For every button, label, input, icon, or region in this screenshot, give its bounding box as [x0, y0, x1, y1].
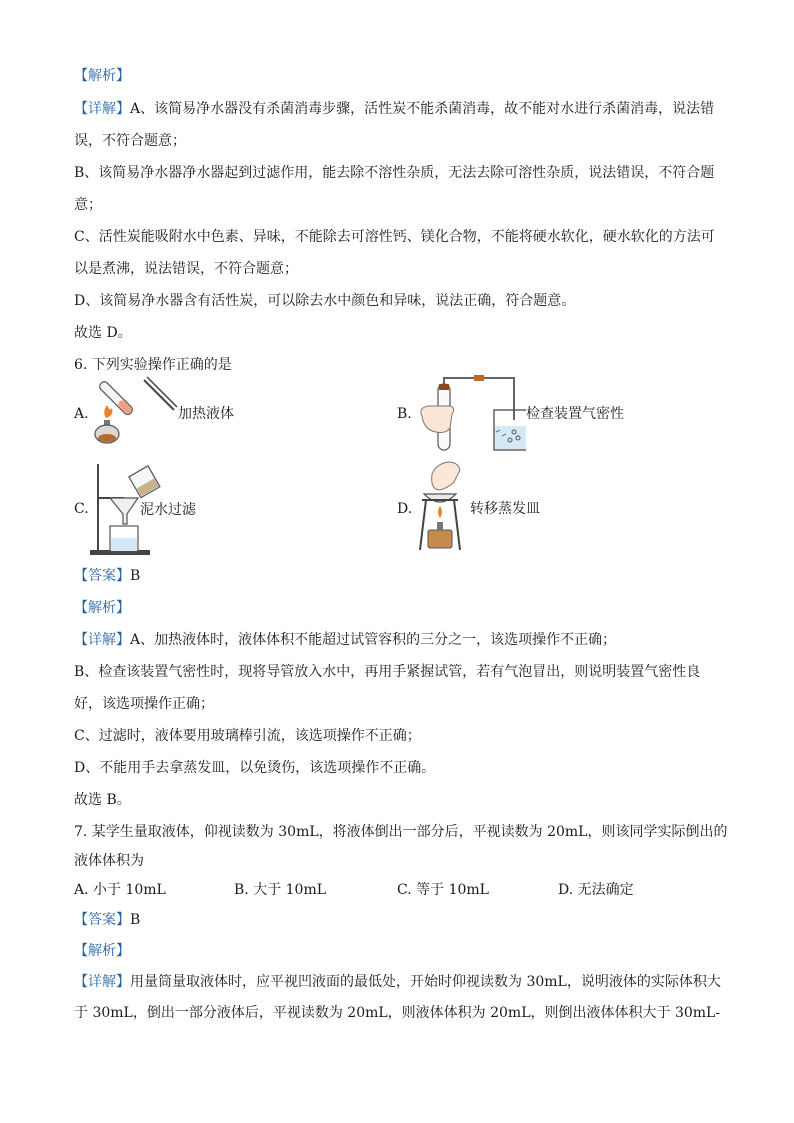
detail-tag: 【详解】 — [74, 632, 130, 648]
option-c-letter: C. — [74, 501, 89, 517]
question-stem: 液体体积为 — [74, 853, 144, 869]
heating-liquid-figure — [92, 372, 182, 452]
answer-value: B — [130, 912, 141, 928]
option-d-caption: 转移蒸发皿 — [470, 501, 540, 517]
option-d-letter: D. — [397, 501, 413, 517]
detail-line — [74, 972, 724, 992]
analysis-tag: 【解析】 — [74, 68, 130, 84]
question-stem: 6. 下列实验操作正确的是 — [74, 357, 232, 373]
option-c-caption: 泥水过滤 — [140, 502, 196, 518]
option-d: D. 无法确定 — [558, 882, 634, 898]
analysis-tag: 【解析】 — [74, 943, 130, 959]
analysis-heading — [74, 598, 724, 618]
detail-line: B、该简易净水器净水器起到过滤作用，能去除不溶性杂质，无法去除可溶性杂质，说法错误，不符合题 — [74, 165, 715, 181]
detail-line: 误，不符合题意； — [74, 133, 186, 149]
option-b-caption: 检查装置气密性 — [526, 406, 624, 422]
answer-tag: 【答案】 — [74, 568, 130, 584]
airtightness-figure — [416, 372, 526, 454]
detail-line: 以是煮沸，说法错误，不符合题意； — [74, 261, 298, 277]
option-a-caption: 加热液体 — [178, 406, 234, 422]
detail-line: B、检查该装置气密性时，现将导管放入水中，再用手紧握试管，若有气泡冒出，则说明装置气密性良 — [74, 664, 701, 680]
answer-value: B — [130, 568, 141, 584]
detail-line: 好，该选项操作正确； — [74, 696, 214, 712]
evaporating-dish-figure — [414, 460, 466, 554]
detail-tag: 【详解】 — [74, 974, 130, 990]
option-b: B. 大于 10mL — [234, 882, 327, 898]
answer-tag: 【答案】 — [74, 912, 130, 928]
option-a-letter: A. — [74, 406, 89, 422]
detail-text: 用量筒量取液体时，应平视凹液面的最低处，开始时仰视读数为 30mL，说明液体的实际体积大 — [130, 974, 721, 990]
detail-line: D、该简易净水器含有活性炭，可以除去水中颜色和异味，说法正确，符合题意。 — [74, 293, 576, 309]
option-b-letter: B. — [397, 406, 412, 422]
detail-line: 意； — [74, 197, 102, 213]
detail-line — [74, 630, 724, 650]
detail-line: 于 30mL，倒出一部分液体后，平视读数为 20mL，则液体体积为 20mL，则倒出液体体积大于 30mL- — [74, 1005, 721, 1021]
answer-line — [74, 910, 724, 930]
analysis-heading — [74, 66, 724, 86]
choice-line: 故选 D。 — [74, 325, 132, 341]
analysis-heading — [74, 941, 724, 961]
detail-line: D、不能用手去拿蒸发皿，以免烫伤，该选项操作不正确。 — [74, 760, 436, 776]
detail-tag: 【详解】 — [74, 101, 130, 117]
option-a: A. 小于 10mL — [74, 882, 166, 898]
answer-line — [74, 566, 724, 586]
detail-line: C、过滤时，液体要用玻璃棒引流，该选项操作不正确； — [74, 728, 421, 744]
detail-text: A、该简易净水器没有杀菌消毒步骤，活性炭不能杀菌消毒，故不能对水进行杀菌消毒，说法错 — [130, 101, 715, 117]
detail-line — [74, 99, 724, 119]
question-stem: 7. 某学生量取液体，仰视读数为 30mL，将液体倒出一部分后，平视读数为 20mL，则该同学实际倒出的 — [74, 824, 728, 840]
analysis-tag: 【解析】 — [74, 600, 130, 616]
option-c: C. 等于 10mL — [397, 882, 489, 898]
choice-line: 故选 B。 — [74, 792, 131, 808]
detail-line: C、活性炭能吸附水中色素、异味，不能除去可溶性钙、镁化合物，不能将硬水软化，硬水软化的方法可 — [74, 229, 715, 245]
detail-text: A、加热液体时，液体体积不能超过试管容积的三分之一，该选项操作不正确； — [130, 632, 617, 648]
